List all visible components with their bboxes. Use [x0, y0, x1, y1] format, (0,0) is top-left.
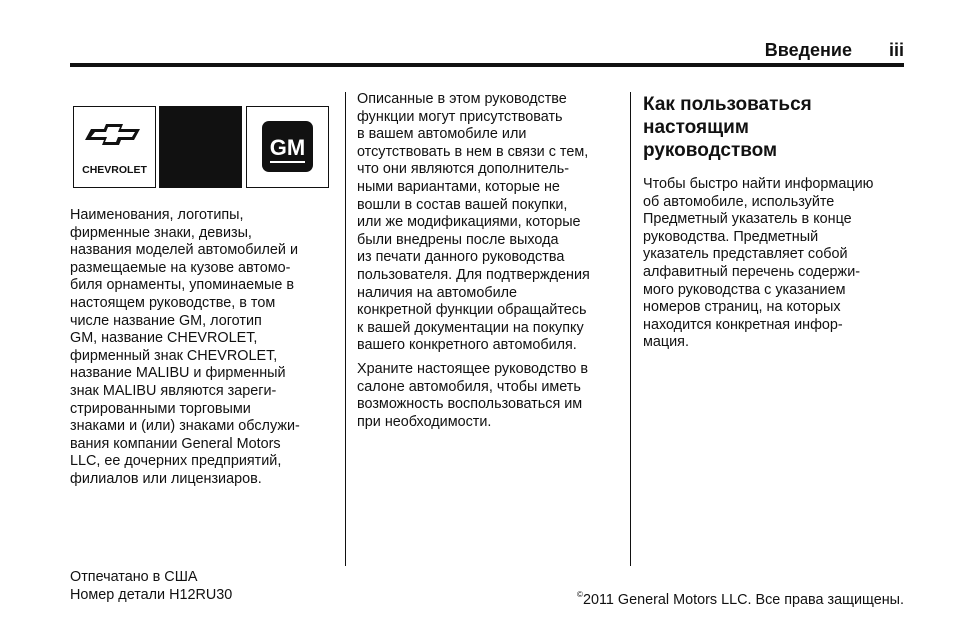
text-line: пользователя. Для подтверждения: [357, 266, 590, 283]
text-line: биля орнаменты, упоминаемые в: [70, 277, 294, 294]
section-title: Введение: [764, 40, 852, 60]
footer-left: [70, 569, 232, 604]
text-line: фирменные знаки, девизы,: [70, 224, 252, 241]
trademark-column: [70, 207, 300, 489]
text-line: Храните настоящее руководство в: [357, 360, 589, 377]
text-line: знаками и (или) знаками обслужи-: [70, 418, 300, 435]
features-paragraph: [357, 91, 590, 355]
text-line: мого руководства с указанием: [643, 281, 846, 298]
text-line: название MALIBU и фирменный: [70, 365, 286, 382]
text-line: функции могут присутствовать: [357, 108, 563, 125]
how-to-use-column: [643, 93, 873, 352]
page-header: [70, 38, 904, 62]
text-line: или же модификациями, которые: [357, 214, 581, 231]
text-line: были внедрены после выхода: [357, 231, 559, 248]
chevrolet-bowtie-icon: [74, 107, 155, 187]
heading-line: Как пользоваться: [643, 94, 812, 115]
gm-logo-icon: [247, 107, 328, 187]
column-divider: [630, 92, 631, 566]
text-line: LLC, ее дочерних предприятий,: [70, 453, 282, 470]
storage-paragraph: [357, 361, 590, 431]
text-line: вошли в состав вашей покупки,: [357, 196, 568, 213]
text-line: номеров страниц, на которых: [643, 299, 841, 316]
text-line: об автомобиле, используйте: [643, 193, 835, 210]
text-line: из печати данного руководства: [357, 249, 565, 266]
text-line: указатель представляет собой: [643, 246, 848, 263]
text-line: конкретной функции обращайтесь: [357, 302, 587, 319]
text-line: салоне автомобиля, чтобы иметь: [357, 378, 581, 395]
text-line: названия моделей автомобилей и: [70, 242, 299, 259]
text-line: настоящем руководстве, в том: [70, 294, 276, 311]
text-line: фирменный знак CHEVROLET,: [70, 347, 278, 364]
page-number: iii: [888, 40, 904, 60]
index-paragraph: [643, 176, 873, 352]
text-line: знак MALIBU являются зареги-: [70, 382, 277, 399]
text-line: находится конкретная инфор-: [643, 316, 843, 333]
copyright-text: 2011 General Motors LLC. Все права защищены.: [582, 592, 904, 608]
printed-in: Отпечатано в США: [70, 569, 198, 585]
text-line: размещаемые на кузове автомо-: [70, 259, 291, 276]
text-line: в вашем автомобиле или: [357, 126, 527, 143]
text-line: что они являются дополнитель-: [357, 161, 570, 178]
part-number: Номер детали H12RU30: [70, 586, 233, 603]
text-line: при необходимости.: [357, 413, 492, 430]
copyright-symbol: ©: [577, 590, 583, 599]
text-line: Предметный указатель в конце: [643, 211, 852, 228]
text-line: руководства. Предметный: [643, 228, 819, 245]
text-line: алфавитный перечень содержи-: [643, 263, 861, 280]
text-line: отсутствовать в нем в связи с тем,: [357, 143, 589, 160]
text-line: GM, название CHEVROLET,: [70, 330, 258, 347]
text-line: мация.: [643, 334, 689, 351]
text-line: вашего конкретного автомобиля.: [357, 337, 577, 354]
chevrolet-wordmark: CHEVROLET: [82, 164, 147, 176]
text-line: ными вариантами, которые не: [357, 178, 560, 195]
header-rule: [70, 63, 904, 67]
column-divider: [345, 92, 346, 566]
text-line: Наименования, логотипы,: [70, 207, 244, 223]
gm-wordmark: GM: [269, 135, 306, 160]
chevrolet-logo: [73, 106, 156, 188]
text-line: Чтобы быстро найти информацию: [643, 176, 874, 192]
text-line: Описанные в этом руководстве: [357, 91, 567, 107]
text-line: филиалов или лицензиаров.: [70, 470, 262, 487]
text-line: стрированными торговыми: [70, 400, 251, 417]
gm-logo: [246, 106, 329, 188]
heading-line: настоящим: [643, 117, 749, 138]
text-line: вания компании General Motors: [70, 435, 281, 452]
heading-line: руководством: [643, 140, 778, 161]
trademark-paragraph: [70, 207, 300, 489]
features-column: [357, 91, 590, 431]
brand-logos: [73, 106, 329, 188]
text-line: наличия на автомобиле: [357, 284, 518, 301]
section-heading: [643, 93, 873, 162]
text-line: числе название GM, логотип: [70, 312, 262, 329]
black-logo-panel: [159, 106, 242, 188]
copyright-notice: [577, 586, 904, 610]
text-line: возможность воспользоваться им: [357, 396, 583, 413]
text-line: к вашей документации на покупку: [357, 319, 584, 336]
